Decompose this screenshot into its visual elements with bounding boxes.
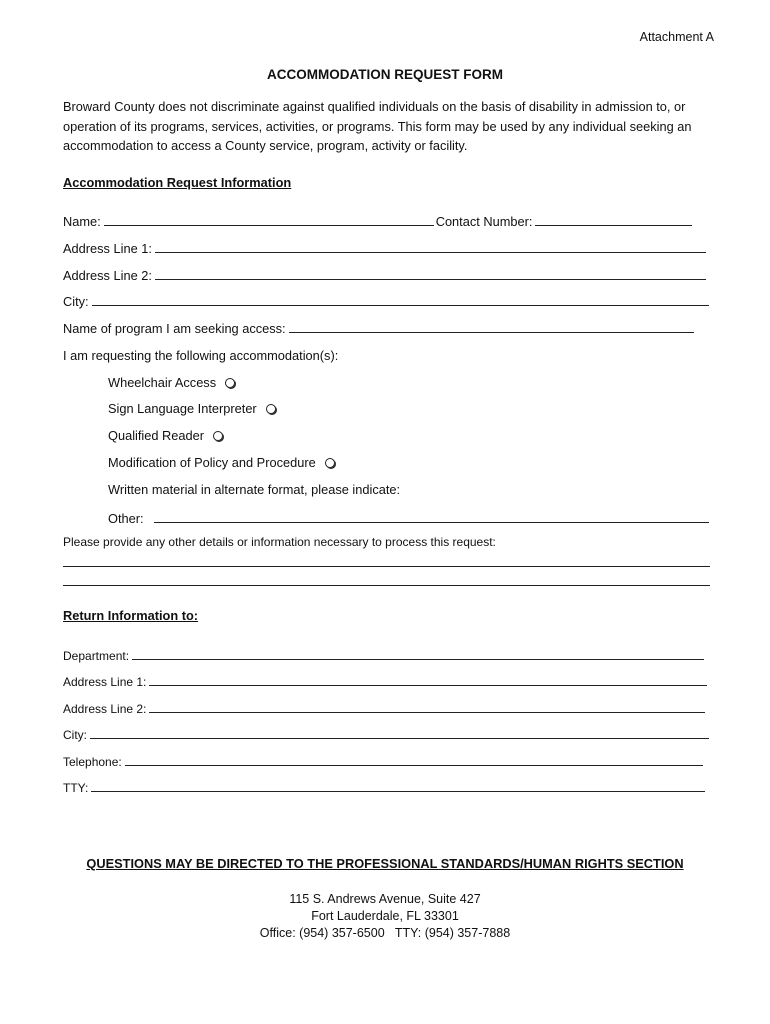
telephone-label: Telephone: (63, 755, 122, 769)
request-info-heading: Accommodation Request Information (63, 175, 292, 190)
tty-row (63, 777, 705, 795)
name-row (63, 211, 692, 229)
option-qualified-reader[interactable] (108, 428, 223, 443)
name-field[interactable] (104, 225, 434, 226)
city-row (63, 291, 709, 309)
details-line-2[interactable] (63, 585, 710, 586)
return-address-line2-label: Address Line 2: (63, 702, 147, 716)
radio-circle-icon[interactable] (266, 404, 276, 414)
other-row (108, 508, 709, 526)
intro-paragraph: Broward County does not discriminate against qualified individuals on the basis of disability in admission to, or operation of its programs, services, activities, or programs. This form may be used by any individual seeking an accommodation to access a County service, program, activity or facility. (63, 99, 692, 153)
questions-heading: QUESTIONS MAY BE DIRECTED TO THE PROFESSIONAL STANDARDS/HUMAN RIGHTS SECTION (86, 856, 684, 871)
radio-circle-icon[interactable] (325, 458, 335, 468)
return-address-line1-label: Address Line 1: (63, 675, 147, 689)
address-line2-field[interactable] (155, 279, 706, 280)
telephone-field[interactable] (125, 765, 703, 766)
option-label: Wheelchair Access (108, 375, 217, 390)
option-sign-language-interpreter[interactable] (108, 401, 276, 416)
address-line1-field[interactable] (155, 252, 706, 253)
return-city-row (63, 724, 709, 742)
return-address2-row (63, 698, 705, 716)
attachment-label: Attachment A (639, 30, 714, 44)
program-field[interactable] (289, 332, 694, 333)
radio-circle-icon[interactable] (213, 431, 223, 441)
return-address-line2-field[interactable] (149, 712, 705, 713)
address1-row (63, 238, 706, 256)
return-city-label: City: (63, 728, 87, 742)
office-address-line2: Fort Lauderdale, FL 33301 (311, 909, 459, 923)
department-field[interactable] (132, 659, 704, 660)
return-info-heading: Return Information to: (63, 608, 199, 623)
return-city-field[interactable] (90, 738, 709, 739)
name-label: Name: (63, 214, 101, 229)
city-label: City: (63, 294, 89, 309)
radio-circle-icon[interactable] (225, 378, 235, 388)
tty-field[interactable] (91, 791, 705, 792)
contact-number-field[interactable] (535, 225, 692, 226)
program-label: Name of program I am seeking access: (63, 321, 286, 336)
return-address1-row (63, 671, 707, 689)
alternate-format-label: Written material in alternate format, please indicate: (108, 482, 401, 497)
city-field[interactable] (92, 305, 709, 306)
details-label: Please provide any other details or information necessary to process this request: (63, 535, 496, 549)
office-address-line1: 115 S. Andrews Avenue, Suite 427 (289, 892, 481, 906)
form-title: ACCOMMODATION REQUEST FORM (267, 67, 503, 82)
option-label: Sign Language Interpreter (108, 401, 257, 416)
option-modification-policy[interactable] (108, 455, 335, 470)
address-line2-label: Address Line 2: (63, 268, 152, 283)
office-phone-numbers: Office: (954) 357-6500 TTY: (954) 357-7888 (259, 926, 511, 940)
return-address-line1-field[interactable] (149, 685, 707, 686)
details-line-1[interactable] (63, 566, 710, 567)
department-row (63, 645, 704, 663)
other-field[interactable] (154, 522, 709, 523)
contact-number-label: Contact Number: (435, 214, 533, 229)
address-line1-label: Address Line 1: (63, 241, 152, 256)
option-label: Qualified Reader (108, 428, 205, 443)
other-label: Other: (108, 511, 144, 526)
telephone-row (63, 751, 703, 769)
program-row (63, 318, 694, 336)
option-label: Modification of Policy and Procedure (108, 455, 316, 470)
option-wheelchair-access[interactable] (108, 375, 235, 390)
address2-row (63, 265, 706, 283)
requesting-label: I am requesting the following accommodation(s): (63, 348, 339, 363)
tty-label: TTY: (63, 781, 89, 795)
department-label: Department: (63, 649, 130, 663)
